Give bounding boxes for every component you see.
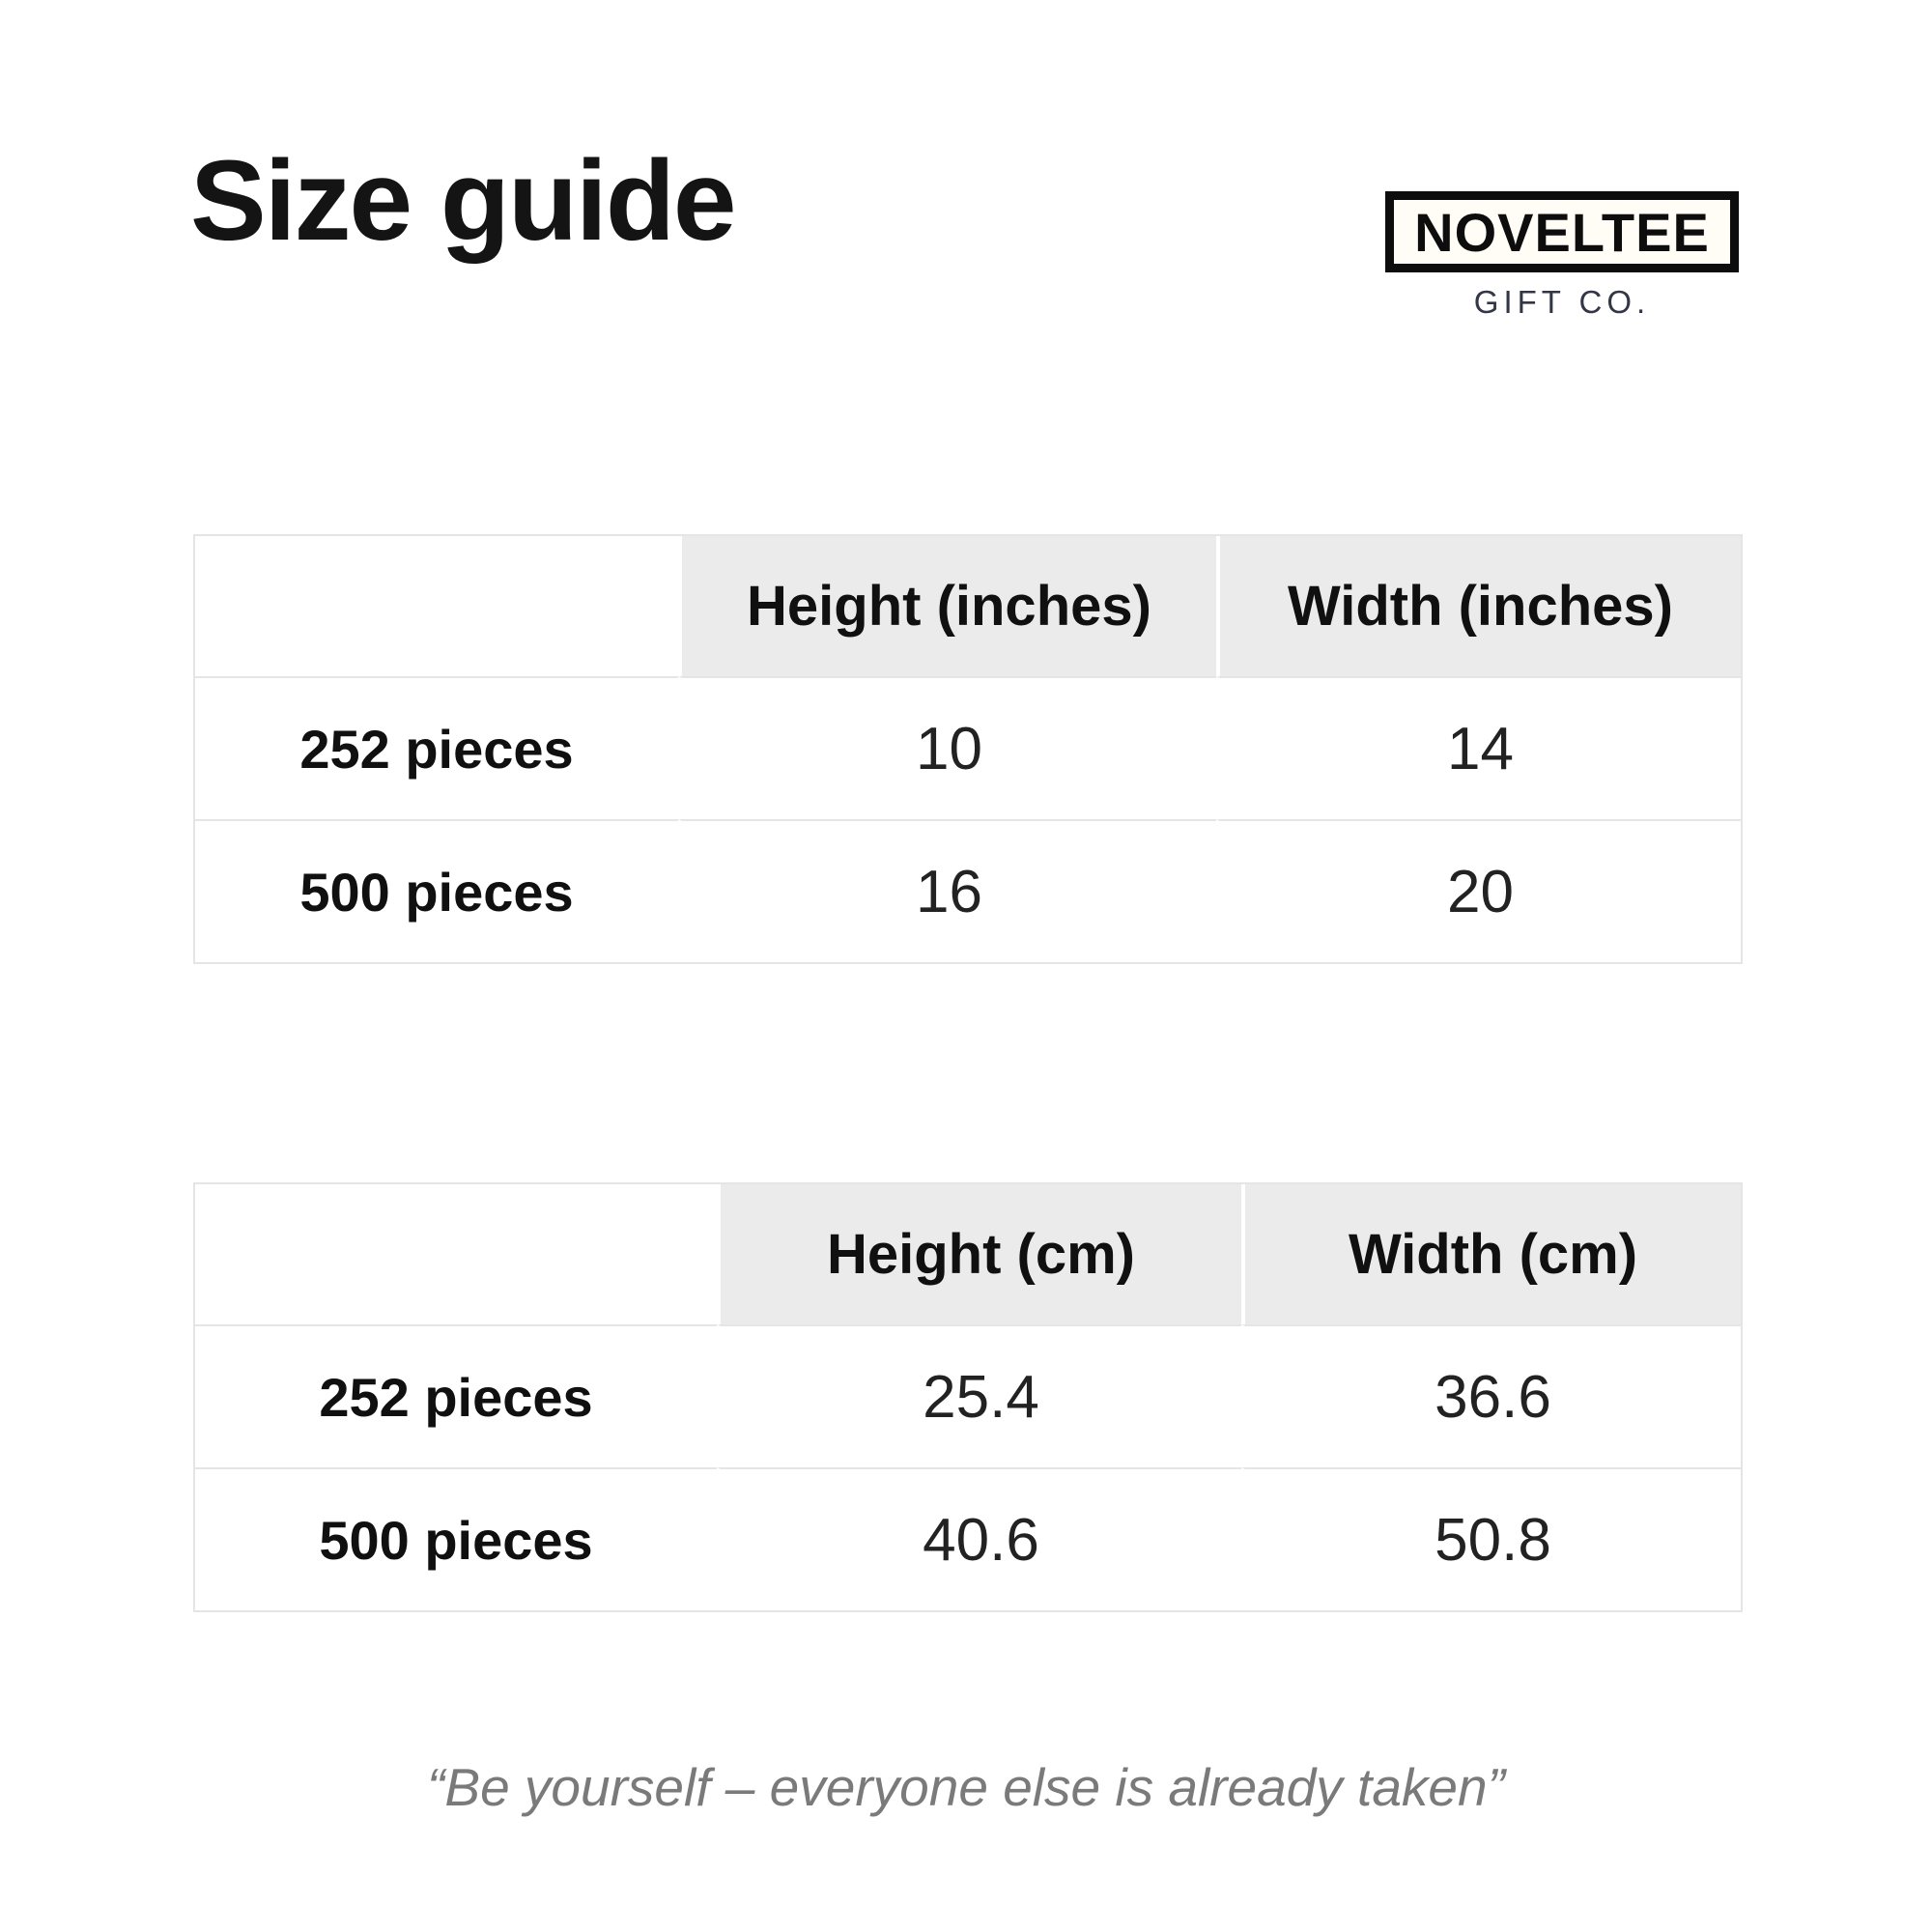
- column-header-height-cm: Height (cm): [717, 1184, 1241, 1324]
- table-row-500-inches: [195, 819, 1741, 962]
- value-252-height-cm: 25.4: [717, 1324, 1241, 1467]
- value-252-width-cm: 36.6: [1241, 1324, 1741, 1467]
- size-table-cm: [193, 1182, 1743, 1612]
- page-title: Size guide: [190, 137, 735, 265]
- row-label-252: 252 pieces: [195, 676, 678, 819]
- brand-logo: [1385, 191, 1739, 321]
- header-row-inches: [195, 536, 1741, 676]
- table-row-252-inches: [195, 676, 1741, 819]
- column-header-height-inches: Height (inches): [678, 536, 1216, 676]
- value-500-height-inches: 16: [678, 819, 1216, 962]
- size-table-inches: [193, 534, 1743, 964]
- value-500-width-cm: 50.8: [1241, 1467, 1741, 1610]
- value-500-height-cm: 40.6: [717, 1467, 1241, 1610]
- row-label-500: 500 pieces: [195, 819, 678, 962]
- quote-text: “Be yourself – everyone else is already taken”: [427, 1757, 1505, 1817]
- corner-cell: [195, 536, 678, 676]
- column-header-width-cm: Width (cm): [1241, 1184, 1741, 1324]
- column-header-width-inches: Width (inches): [1216, 536, 1741, 676]
- brand-logo-box: [1385, 191, 1739, 272]
- table-row-500-cm: [195, 1467, 1741, 1610]
- table-row-252-cm: [195, 1324, 1741, 1467]
- brand-subtitle: GIFT CO.: [1473, 284, 1651, 320]
- value-252-height-inches: 10: [678, 676, 1216, 819]
- value-252-width-inches: 14: [1216, 676, 1741, 819]
- header-row-cm: [195, 1184, 1741, 1324]
- corner-cell: [195, 1184, 717, 1324]
- value-500-width-inches: 20: [1216, 819, 1741, 962]
- row-label-252: 252 pieces: [195, 1324, 717, 1467]
- row-label-500: 500 pieces: [195, 1467, 717, 1610]
- brand-name: NOVELTEE: [1414, 201, 1710, 263]
